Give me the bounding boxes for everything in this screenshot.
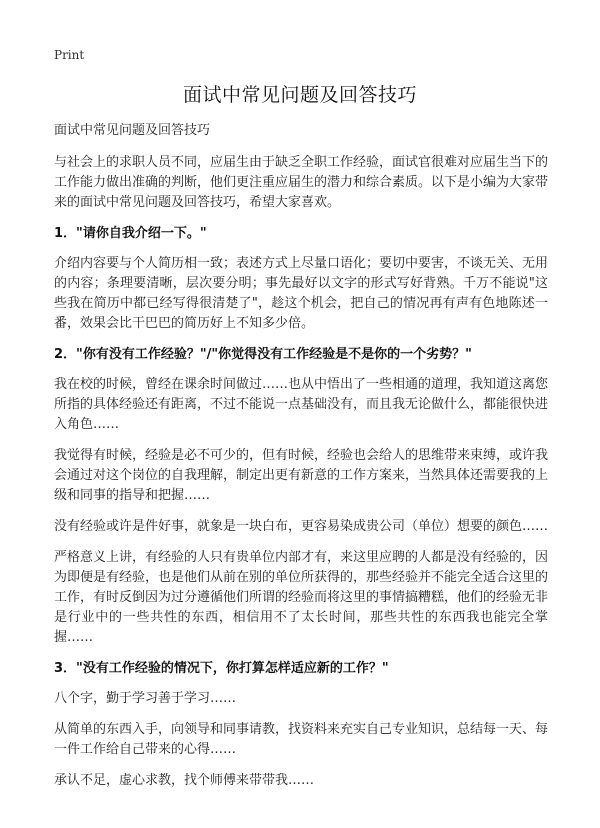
- section-3-paragraph-3: 承认不足，虚心求教，找个师傅来带带我……: [54, 773, 315, 788]
- section-heading-2: 2．"你有没有工作经验？"/"你觉得没有工作经验是不是你的一个劣势？": [54, 347, 472, 362]
- section-1-paragraph-1: 介绍内容要与个人简历相一致；表述方式上尽量口语化；要切中要害，不谈无关、无用的内容；条理要清晰，层次要分明；事先最好以文字的形式写好背熟。千万不能说"这些我在简历中都已经写得很清楚了"，趁这个机会，把自己的情况再有声有色地陈述一番，效果会比干巴巴的简历好上不知多少倍。: [54, 256, 549, 331]
- section-2-paragraph-1: 我在校的时候，曾经在课余时间做过……也从中悟出了一些相通的道理，我知道这离您所指的具体经验还有距离，不过不能说一点基础没有，而且我无论做什么，都能很快进入角色……: [54, 377, 549, 432]
- section-2-paragraph-3: 没有经验或许是件好事，就象是一块白布，更容易染成贵公司（单位）想要的颜色……: [54, 519, 549, 534]
- section-2-paragraph-4: 严格意义上讲，有经验的人只有贵单位内部才有，来这里应聘的人都是没有经验的，因为即便是有经验，也是他们从前在别的单位所获得的，那些经验并不能完全适合这里的工作，有时反倒因为过分遵循他们所谓的经验而将这里的事情搞糟糕，他们的经验无非是行业中的一些共性的东西，相信用不了太长时间，那些共性的东西我也能完全掌握……: [54, 550, 549, 645]
- section-heading-3: 3．"没有工作经验的情况下，你打算怎样适应新的工作？": [54, 661, 389, 676]
- print-link[interactable]: Print: [54, 48, 85, 62]
- article-subtitle: 面试中常见问题及回答技巧: [54, 123, 211, 138]
- page-title: 面试中常见问题及回答技巧: [182, 84, 417, 106]
- section-2-paragraph-2: 我觉得有时候，经验是必不可少的，但有时候，经验也会给人的思维带来束缚，或许我会通过对这个岗位的自我理解，制定出更有新意的工作方案来，当然具体还需要我的上级和同事的指导和把握……: [54, 448, 549, 503]
- section-3-paragraph-2: 从简单的东西入手，向领导和同事请教，找资料来充实自己专业知识，总结每一天、每一件工作给自己带来的心得……: [54, 722, 549, 757]
- article-body: [54, 121, 548, 802]
- intro-paragraph: 与社会上的求职人员不同，应届生由于缺乏全职工作经验，面试官很难对应届生当下的工作能力做出准确的判断，他们更注重应届生的潜力和综合素质。以下是小编为大家带来的面试中常见问题及回答技巧，希望大家喜欢。: [54, 155, 549, 210]
- section-3-paragraph-1: 八个字，勤于学习善于学习……: [54, 691, 237, 706]
- section-heading-1: 1．"请你自我介绍一下。": [54, 226, 207, 241]
